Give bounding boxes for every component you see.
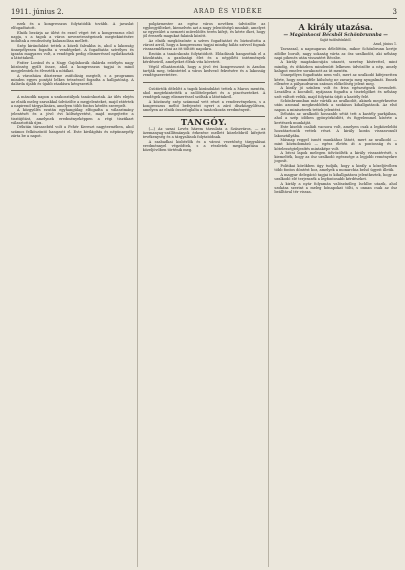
article-columns (11, 22, 397, 567)
paragraph: Végül elhatározták, hogy a jövő évi kongresszust is Aradon tartják meg, tekintettel a város kedvező fekvésére és a lakosság vendégszeretetére. (142, 65, 266, 78)
col1-text (11, 22, 134, 86)
article-title: A király utazása. (298, 22, 373, 32)
paragraph: Elnök bezárja az ülést és ezzel véget ért a kongresszus első napja, s a tagok a város nevezetességeinek megtekintésére indultak a rendezőség kalauzolása mellett. (11, 30, 134, 44)
col2-text (143, 22, 266, 78)
paragraph: (—) Az uzsai Levéz hárem társulata a Szászváros, — az üzemanyag-szállítmányok érkezése mellett közelebbről kifejtett tevékenység és a tárgyalások folytatódnak. (142, 127, 266, 140)
column-divider (143, 82, 266, 83)
article-source: Saját tudósítónktól. (319, 38, 352, 43)
paragraph: A király magánkocsiján utazott, szerény kísérettel, mint mindig, és útközben mindenütt lelkesen üdvözölte a nép, amely kalapot emelve sorakozott az út mentén. (274, 60, 398, 73)
paragraph: A bécsi lapok melegen üdvözölték a király visszatérését, s kiemelték, hogy az ősz uralkodó egészsége a legjobb reményekre jogosít. (274, 151, 398, 164)
column-2 (143, 22, 270, 567)
paragraph: A közönség szép számmal vett részt a rendezvényeken, s a kongresszus méltó befejezést nyert a záró díszközgyűlésen, amelyen az elnök összefoglalta a tanácskozás eredményeit. (142, 99, 266, 112)
paragraph: Fráter Loránd és a Nagy Gajdahorák dalárda estélyén nagy közönség gyűlt össze, ahol a kongresszus tagjai is mind megjelentek és élvezték a nótákat. (11, 60, 134, 74)
paragraph: A városháza díszterme zsúfolásig megtelt, s a programm minden egyes pontját lelkes tetszéssel fogadta a hallgatóság. A dalárda újabb és újabb ráadásra kényszerült. (11, 73, 134, 87)
page-number: 3 (392, 7, 397, 16)
paragraph: polgármester az egész város nevében üdvözölte az egybegyűlteket, kiemelvén azt a nagy jelentőségű munkát, amelyet az egyesület a nemzeti művelődés terén kifejt, és kérte őket, hogy jól érezzék magukat falaink között. (142, 22, 266, 39)
page-header (11, 6, 397, 19)
column-divider (11, 90, 134, 91)
issue-date: 1911. június 2. (11, 7, 64, 16)
paragraph: Ünnepélyes fogadtatás nem volt, mert az uralkodó kifejezetten kérte, hogy semmiféle külsőség ne zavarja meg nyugalmát. Ennek ellenére a pályaudvaron számos előkelőség jelent meg. (274, 73, 398, 86)
col1-text-2 (11, 95, 134, 138)
paragraph: Tavasszal, a napsugaras délelőttön, mikor Schönbrunn kertje zöldbe borult, nagy sokaság várta az ősz uralkodót, aki néhány napi pihenés után visszatért Bécsbe. (274, 47, 398, 60)
paragraph: A magyar delegáció tagjai is kihallgatásra jelentkeztek, hogy az uralkodó elé terjesszék a legfontosabb kérdéseket. (274, 172, 398, 182)
col2-text-2 (143, 87, 266, 112)
paragraph: Az elnök megköszönte a szíves fogadtatást és biztosította a várost arról, hogy a kongresszus tagjai mindig hálás szívvel fognak visszaemlékezni az itt töltött napokra. (142, 39, 266, 52)
paragraph: Csütörtök délelőtt a tagok kirándulást tettek a Maros mentén, ahol megtekintették a szőlőtelepeket és a pincészeteket. A vendégek nagy elismeréssel szóltak a látottakról. (142, 86, 266, 99)
section-title-tangoy: TANGÓY. (180, 117, 228, 128)
paragraph: A közgyűlés ezután egyhangúlag elfogadta a választmány jelentését és a jövő évi költségvetést, majd megejtette a tisztújítást, amelynek eredményeképpen a régi tisztikart választották újra. (11, 108, 134, 125)
paragraph: Szép kirándulást tettek a közeli falvakba is, ahol a lakosság ünnepélyesen fogadta a vendégeket. A fogadtatás szívélyes és igazán magyaros volt, a vendégek pedig elismeréssel nyilatkoztak a látottakról. (11, 43, 134, 61)
paragraph: Délután az uralkodó hosszabb sétát tett a kastély parkjában, ahol a szép időben gyönyörködött, és figyelemmel kísérte a kertészek munkáját. (274, 112, 398, 125)
paragraph: A király a nyár folyamán valószínűleg Ischlbe utazik, ahol szokása szerint a meleg hónapokat tölti, s onnan csak az ősz beálltával tér vissza. (274, 181, 398, 195)
column-1 (11, 22, 138, 567)
tangoy-text (143, 127, 266, 152)
paragraph: Este kisebb családi vacsora volt, amelyen csak a legközelebbi hozzátartozók vettek részt. A király korán visszavonult lakosztályába. (274, 125, 398, 138)
col3-text (274, 47, 397, 194)
paragraph: A király jó színben volt és friss egészségnek örvendett. Leszállva a kocsiból, nyájasan fogadta a tisztelgőket és néhány szót váltott velük, majd folytatta útját a kastély felé. (274, 86, 398, 99)
paragraph: A második napon a szakosztályok tanácskoztak. Az ülés elején az elnök meleg szavakkal üdvözölte a megjelenteket, majd rátértek a napirend tárgyalására, amelyen több fontos kérdés szerepelt. (11, 95, 134, 108)
column-3 (274, 22, 397, 567)
paragraph: Délután társasebéd volt a Fehér Kereszt nagytermében, ahol számos felköszöntő hangzott el. Este kivilágítás és népünnepély zárta be a napot. (11, 125, 134, 138)
masthead: ARAD ÉS VIDÉKE (193, 8, 263, 15)
paragraph: Politikai körökben úgy tudják, hogy a király a közeljövőben több fontos döntést hoz, amelyek a monarchia belső ügyeit illetik. (274, 164, 398, 173)
paragraph: Másnap reggel ismét munkához látott, mert az uralkodó — mint köztudomású — egész életén át a pontosság és a kötelességteljesítés mintaképe volt. (274, 138, 398, 151)
paragraph: A szabadkai kisbérlők és a városi vezetőség tárgyalásai eredménnyel végződtek, s a részletek megállapítása a közeljövőben történik meg. (142, 140, 266, 153)
paragraph: ezek és a kongresszus folytatódik tovább. A javaslat elfogadtatott. (11, 22, 134, 31)
paragraph: Schönbrunnban már várták az uralkodót, akinek megérkezése után azonnal megkezdődtek a szokásos kihallgatások. Az első napon a miniszterek tettek jelentést. (274, 99, 398, 112)
article-subtitle: — Magánkocsi Bécsből Schönbrunnba — (283, 33, 388, 38)
article-dateline: Arad, június 1. (373, 42, 398, 47)
paragraph: Ezután a tanácskozás folytatódott. Előadások hangzottak el a közoktatás, a gazdasági élet és a népjóléti intézmények kérdéseiről, amelyeket élénk vita követett. (142, 52, 266, 65)
column-divider (143, 116, 266, 117)
